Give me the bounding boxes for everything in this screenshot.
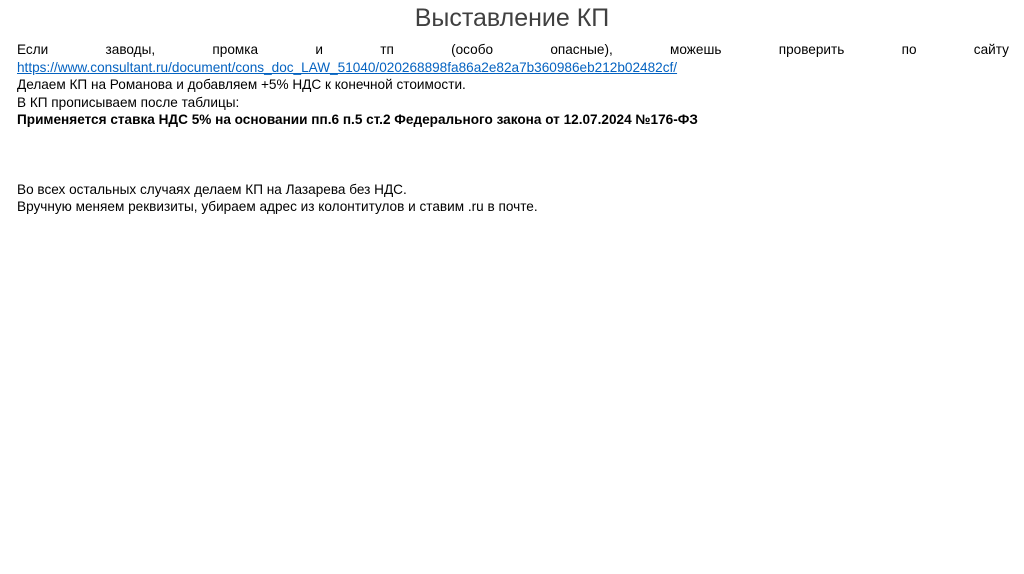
slide-title: Выставление КП	[414, 4, 610, 32]
first-line	[17, 41, 1009, 59]
consultant-link-line	[17, 59, 1009, 77]
word: можешь	[670, 42, 722, 57]
word: тп	[380, 42, 394, 57]
word: заводы,	[105, 42, 156, 57]
after-table-line: В КП прописываем после таблицы:	[17, 94, 240, 110]
word: промка	[212, 42, 259, 57]
word: Если	[17, 42, 49, 57]
consultant-link[interactable]: https://www.consultant.ru/document/cons_doc_LAW_51040/020268898fa86a2e82a7b360986eb212b02482cf/	[17, 59, 678, 75]
vat-rate-line: Применяется ставка НДС 5% на основании пп.6 п.5 ст.2 Федерального закона от 12.07.2024 №176-ФЗ	[17, 112, 698, 127]
word: проверить	[778, 42, 845, 57]
word: по	[901, 42, 917, 57]
slide-body	[17, 41, 1009, 216]
word: (особо	[451, 42, 494, 57]
word: и	[315, 42, 323, 57]
spacer	[17, 129, 1009, 181]
manual-change-line: Вручную меняем реквизиты, убираем адрес из колонтитулов и ставим .ru в почте.	[17, 199, 538, 214]
word: опасные),	[550, 42, 613, 57]
romanov-line: Делаем КП на Романова и добавляем +5% НДС к конечной стоимости.	[17, 77, 466, 92]
word: сайту	[973, 42, 1009, 57]
lazareva-line: Во всех остальных случаях делаем КП на Лазарева без НДС.	[17, 181, 407, 197]
